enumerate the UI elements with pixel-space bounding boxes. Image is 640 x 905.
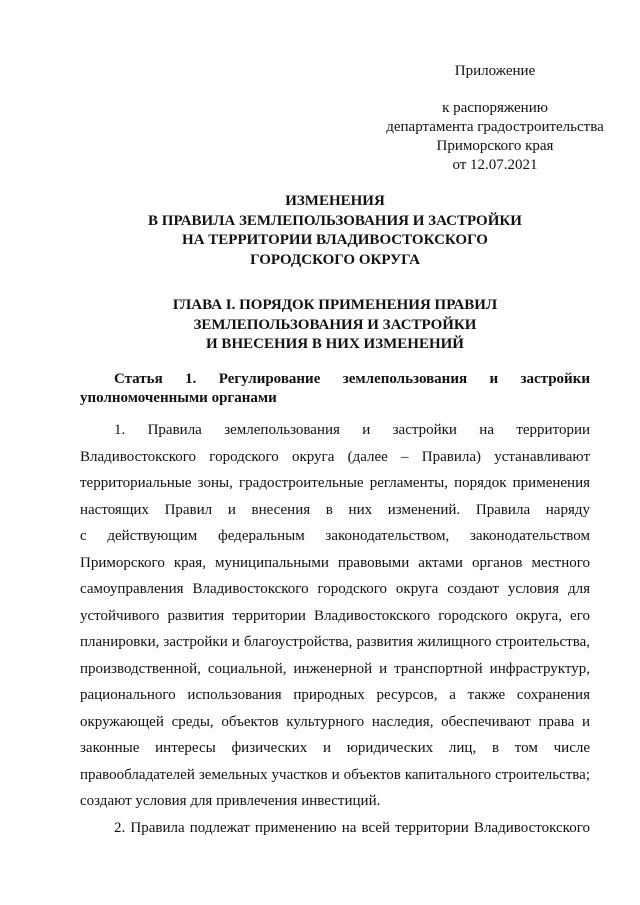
paragraph-line: 1. Правила землепользования и застройки на территории (114, 422, 590, 438)
heading-line: В ПРАВИЛА ЗЕМЛЕПОЛЬЗОВАНИЯ И ЗАСТРОЙКИ (148, 212, 522, 229)
appendix-title: Приложение (454, 63, 536, 79)
paragraph-line: рационального использования природных ресурсов, а также сохранения (80, 687, 590, 703)
heading-line: ИЗМЕНЕНИЯ (285, 193, 385, 209)
chapter-line: И ВНЕСЕНИЯ В НИХ ИЗМЕНЕНИЙ (206, 336, 464, 352)
paragraph-2 (80, 815, 590, 842)
chapter-line: ГЛАВА I. ПОРЯДОК ПРИМЕНЕНИЯ ПРАВИЛ (172, 297, 498, 313)
heading-line: ГОРОДСКОГО ОКРУГА (250, 251, 420, 268)
chapter-heading (80, 296, 590, 355)
paragraph-1 (80, 417, 590, 815)
appendix-lines (380, 99, 610, 175)
paragraph-line: правообладателей земельных участков и объектов капитального строительства; (80, 766, 590, 783)
paragraph-line: законные интересы физических и юридических лиц, в том числе (80, 740, 590, 756)
paragraph-line: окружающей среды, объектов культурного наследия, обеспечивают права и (80, 713, 590, 730)
paragraph-line: Приморского края, муниципальными правовыми актами органов местного (80, 554, 590, 571)
article-heading (80, 370, 590, 408)
paragraph-line: территориальные зоны, градостроительные регламенты, порядок применения (80, 475, 590, 491)
chapter-line: ЗЕМЛЕПОЛЬЗОВАНИЯ И ЗАСТРОЙКИ (193, 316, 477, 333)
paragraph-line: создают условия для привлечения инвестиций. (80, 793, 381, 809)
appendix-line: от 12.07.2021 (452, 157, 538, 173)
paragraph-line: 2. Правила подлежат применению на всей территории Владивостокского (114, 820, 590, 836)
appendix-line: к распоряжению (442, 100, 548, 116)
appendix-line: Приморского края (436, 138, 554, 154)
paragraph-line: настоящих Правил и внесения в них изменений. Правила наряду (80, 501, 590, 518)
paragraph-line: самоуправления Владивостокского городского округа создают условия для (80, 581, 590, 597)
appendix-line: департамента градостроительства (386, 119, 604, 135)
article-line: уполномоченными органами (80, 390, 277, 406)
document-heading (80, 192, 590, 270)
paragraph-line: с действующим федеральным законодательством, законодательством (80, 528, 590, 544)
heading-line: НА ТЕРРИТОРИИ ВЛАДИВОСТОКСКОГО (182, 232, 488, 248)
paragraph-line: Владивостокского городского округа (далее – Правила) устанавливают (80, 448, 590, 465)
paragraph-line: производственной, социальной, инженерной и транспортной инфраструктур, (80, 660, 590, 677)
paragraph-line: устойчивого развития территории Владивостокского городского округа, его (80, 607, 590, 624)
paragraph-line: планировки, застройки и благоустройства, развития жилищного строительства, (80, 634, 590, 650)
article-line: Статья 1. Регулирование землепользования и застройки (114, 371, 590, 387)
